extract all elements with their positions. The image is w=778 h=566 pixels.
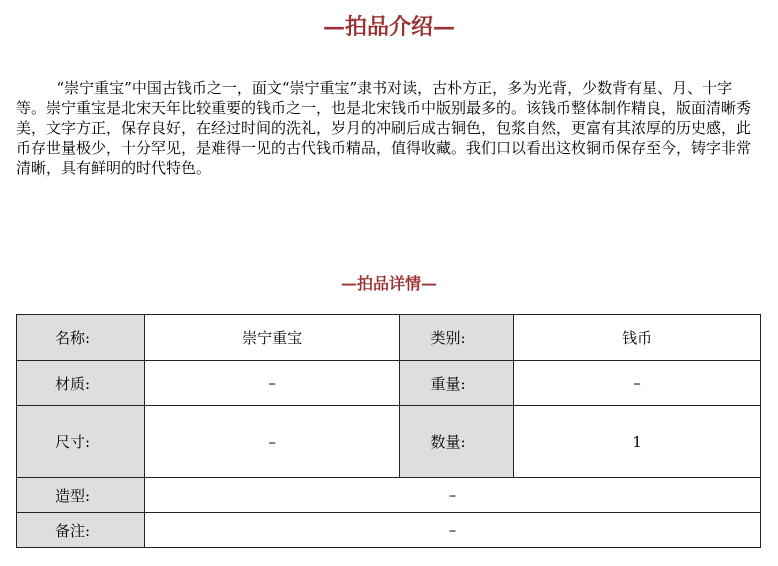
shape-value: –	[144, 478, 760, 513]
size-value: –	[144, 406, 400, 478]
weight-value: –	[514, 361, 761, 406]
quantity-label: 数量:	[400, 406, 514, 478]
category-value: 钱币	[514, 315, 761, 361]
table-row	[17, 478, 761, 513]
table-row	[17, 513, 761, 548]
quantity-value: 1	[514, 406, 761, 478]
section-title-intro: —拍品介绍—	[322, 14, 455, 40]
name-value: 崇宁重宝	[144, 315, 400, 361]
section-title-details: —拍品详情—	[340, 274, 437, 293]
material-value: –	[144, 361, 400, 406]
size-label: 尺寸:	[17, 406, 145, 478]
details-table	[16, 314, 761, 548]
shape-label: 造型:	[17, 478, 145, 513]
table-row	[17, 406, 761, 478]
table-row	[17, 315, 761, 361]
material-label: 材质:	[17, 361, 145, 406]
name-label: 名称:	[17, 315, 145, 361]
remark-label: 备注:	[17, 513, 145, 548]
category-label: 类别:	[400, 315, 514, 361]
table-row	[17, 361, 761, 406]
remark-value: –	[144, 513, 760, 548]
weight-label: 重量:	[400, 361, 514, 406]
intro-paragraph: “崇宁重宝”中国古钱币之一，面文“崇宁重宝”隶书对读，古朴方正，多为光背，少数背有星、月、十字等。崇宁重宝是北宋天年比较重要的钱币之一，也是北宋钱币中版别最多的。该钱币整体制作精良，版面清晰秀美，文字方正，保存良好，在经过时间的洗礼，岁月的冲刷后成古铜色，包浆自然，更富有其浓厚的历史感，此币存世量极少，十分罕见，是难得一见的古代钱币精品，值得收藏。我们口以看出这枚铜币保存至今，铸字非常清晰，具有鲜明的时代特色。	[16, 79, 752, 177]
